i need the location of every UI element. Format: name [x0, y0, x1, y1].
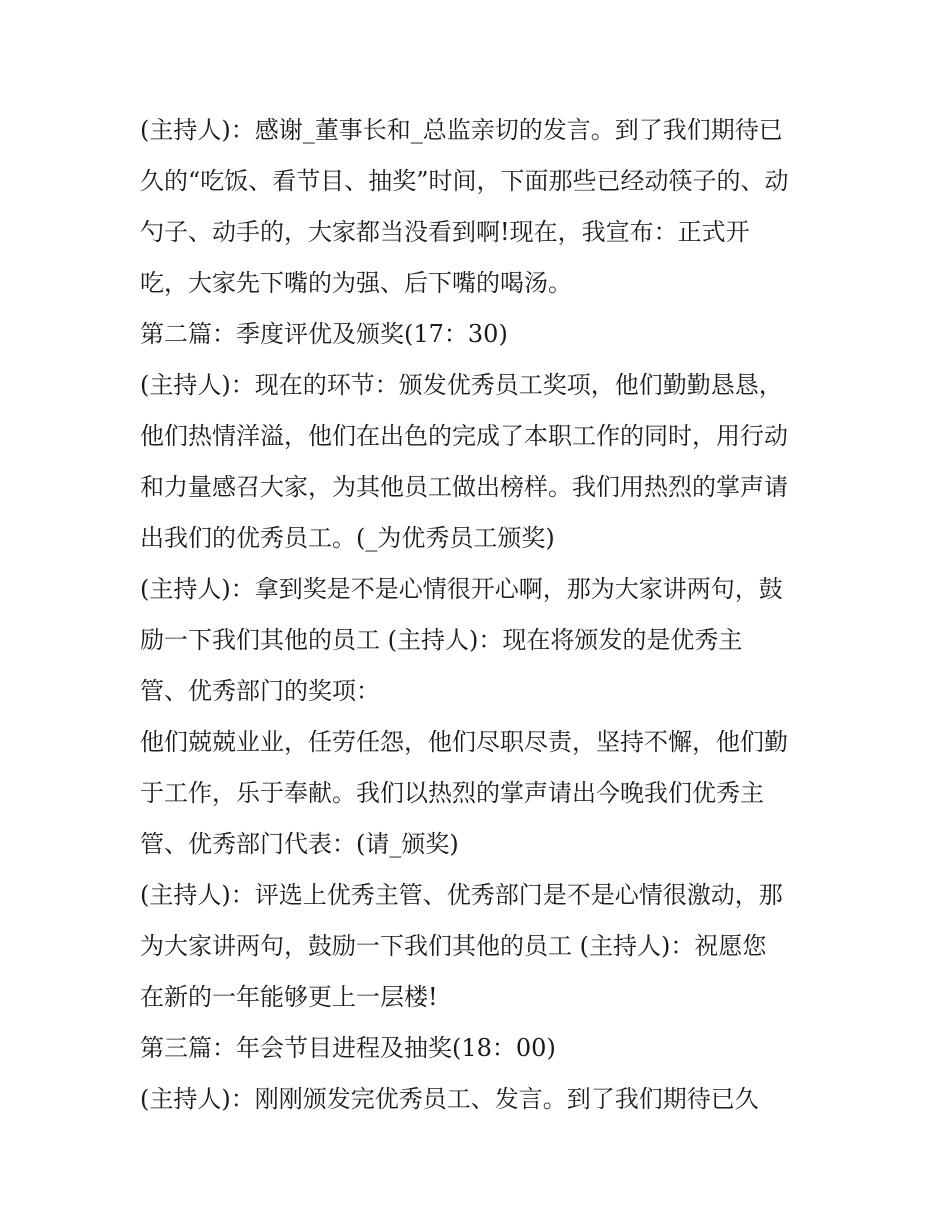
section-heading: 第三篇：年会节目进程及抽奖(18：00) — [140, 1034, 556, 1062]
text-line: 管、优秀部门代表：(请_颁奖) — [140, 830, 459, 858]
text-line: 出我们的优秀员工。(_为优秀员工颁奖) — [140, 524, 555, 552]
text-line: 吃，大家先下嘴的为强、后下嘴的喝汤。 — [140, 269, 572, 297]
text-line: (主持人)：现在的环节：颁发优秀员工奖项，他们勤勤恳恳， — [140, 371, 783, 399]
text-line: 他们热情洋溢，他们在出色的完成了本职工作的同时，用行动 — [140, 422, 788, 450]
text-line: 励一下我们其他的员工 (主持人)：现在将颁发的是优秀主 — [140, 626, 743, 654]
text-line: 他们兢兢业业，任劳任怨，他们尽职尽责，坚持不懈，他们勤 — [140, 728, 788, 756]
text-line: (主持人)：感谢_董事长和_总监亲切的发言。到了我们期待已 — [140, 116, 783, 144]
section-heading: 第二篇：季度评优及颁奖(17：30) — [140, 320, 508, 348]
text-line: 在新的一年能够更上一层楼! — [140, 983, 438, 1011]
text-line: (主持人)：评选上优秀主管、优秀部门是不是心情很激动，那 — [140, 881, 783, 909]
text-line: 为大家讲两句，鼓励一下我们其他的员工 (主持人)：祝愿您 — [140, 932, 767, 960]
text-line: 勺子、动手的，大家都当没看到啊!现在，我宣布：正式开 — [140, 218, 750, 246]
text-line: (主持人)：拿到奖是不是心情很开心啊，那为大家讲两句，鼓 — [140, 575, 783, 603]
text-line: 于工作，乐于奉献。我们以热烈的掌声请出今晚我们优秀主 — [140, 779, 764, 807]
text-line: 管、优秀部门的奖项： — [140, 677, 380, 705]
text-line: (主持人)：刚刚颁发完优秀员工、发言。到了我们期待已久 — [140, 1085, 759, 1113]
document-body — [140, 110, 820, 1130]
text-line: 久的“吃饭、看节目、抽奖”时间，下面那些已经动筷子的、动 — [140, 167, 789, 195]
text-line: 和力量感召大家，为其他员工做出榜样。我们用热烈的掌声请 — [140, 473, 788, 501]
